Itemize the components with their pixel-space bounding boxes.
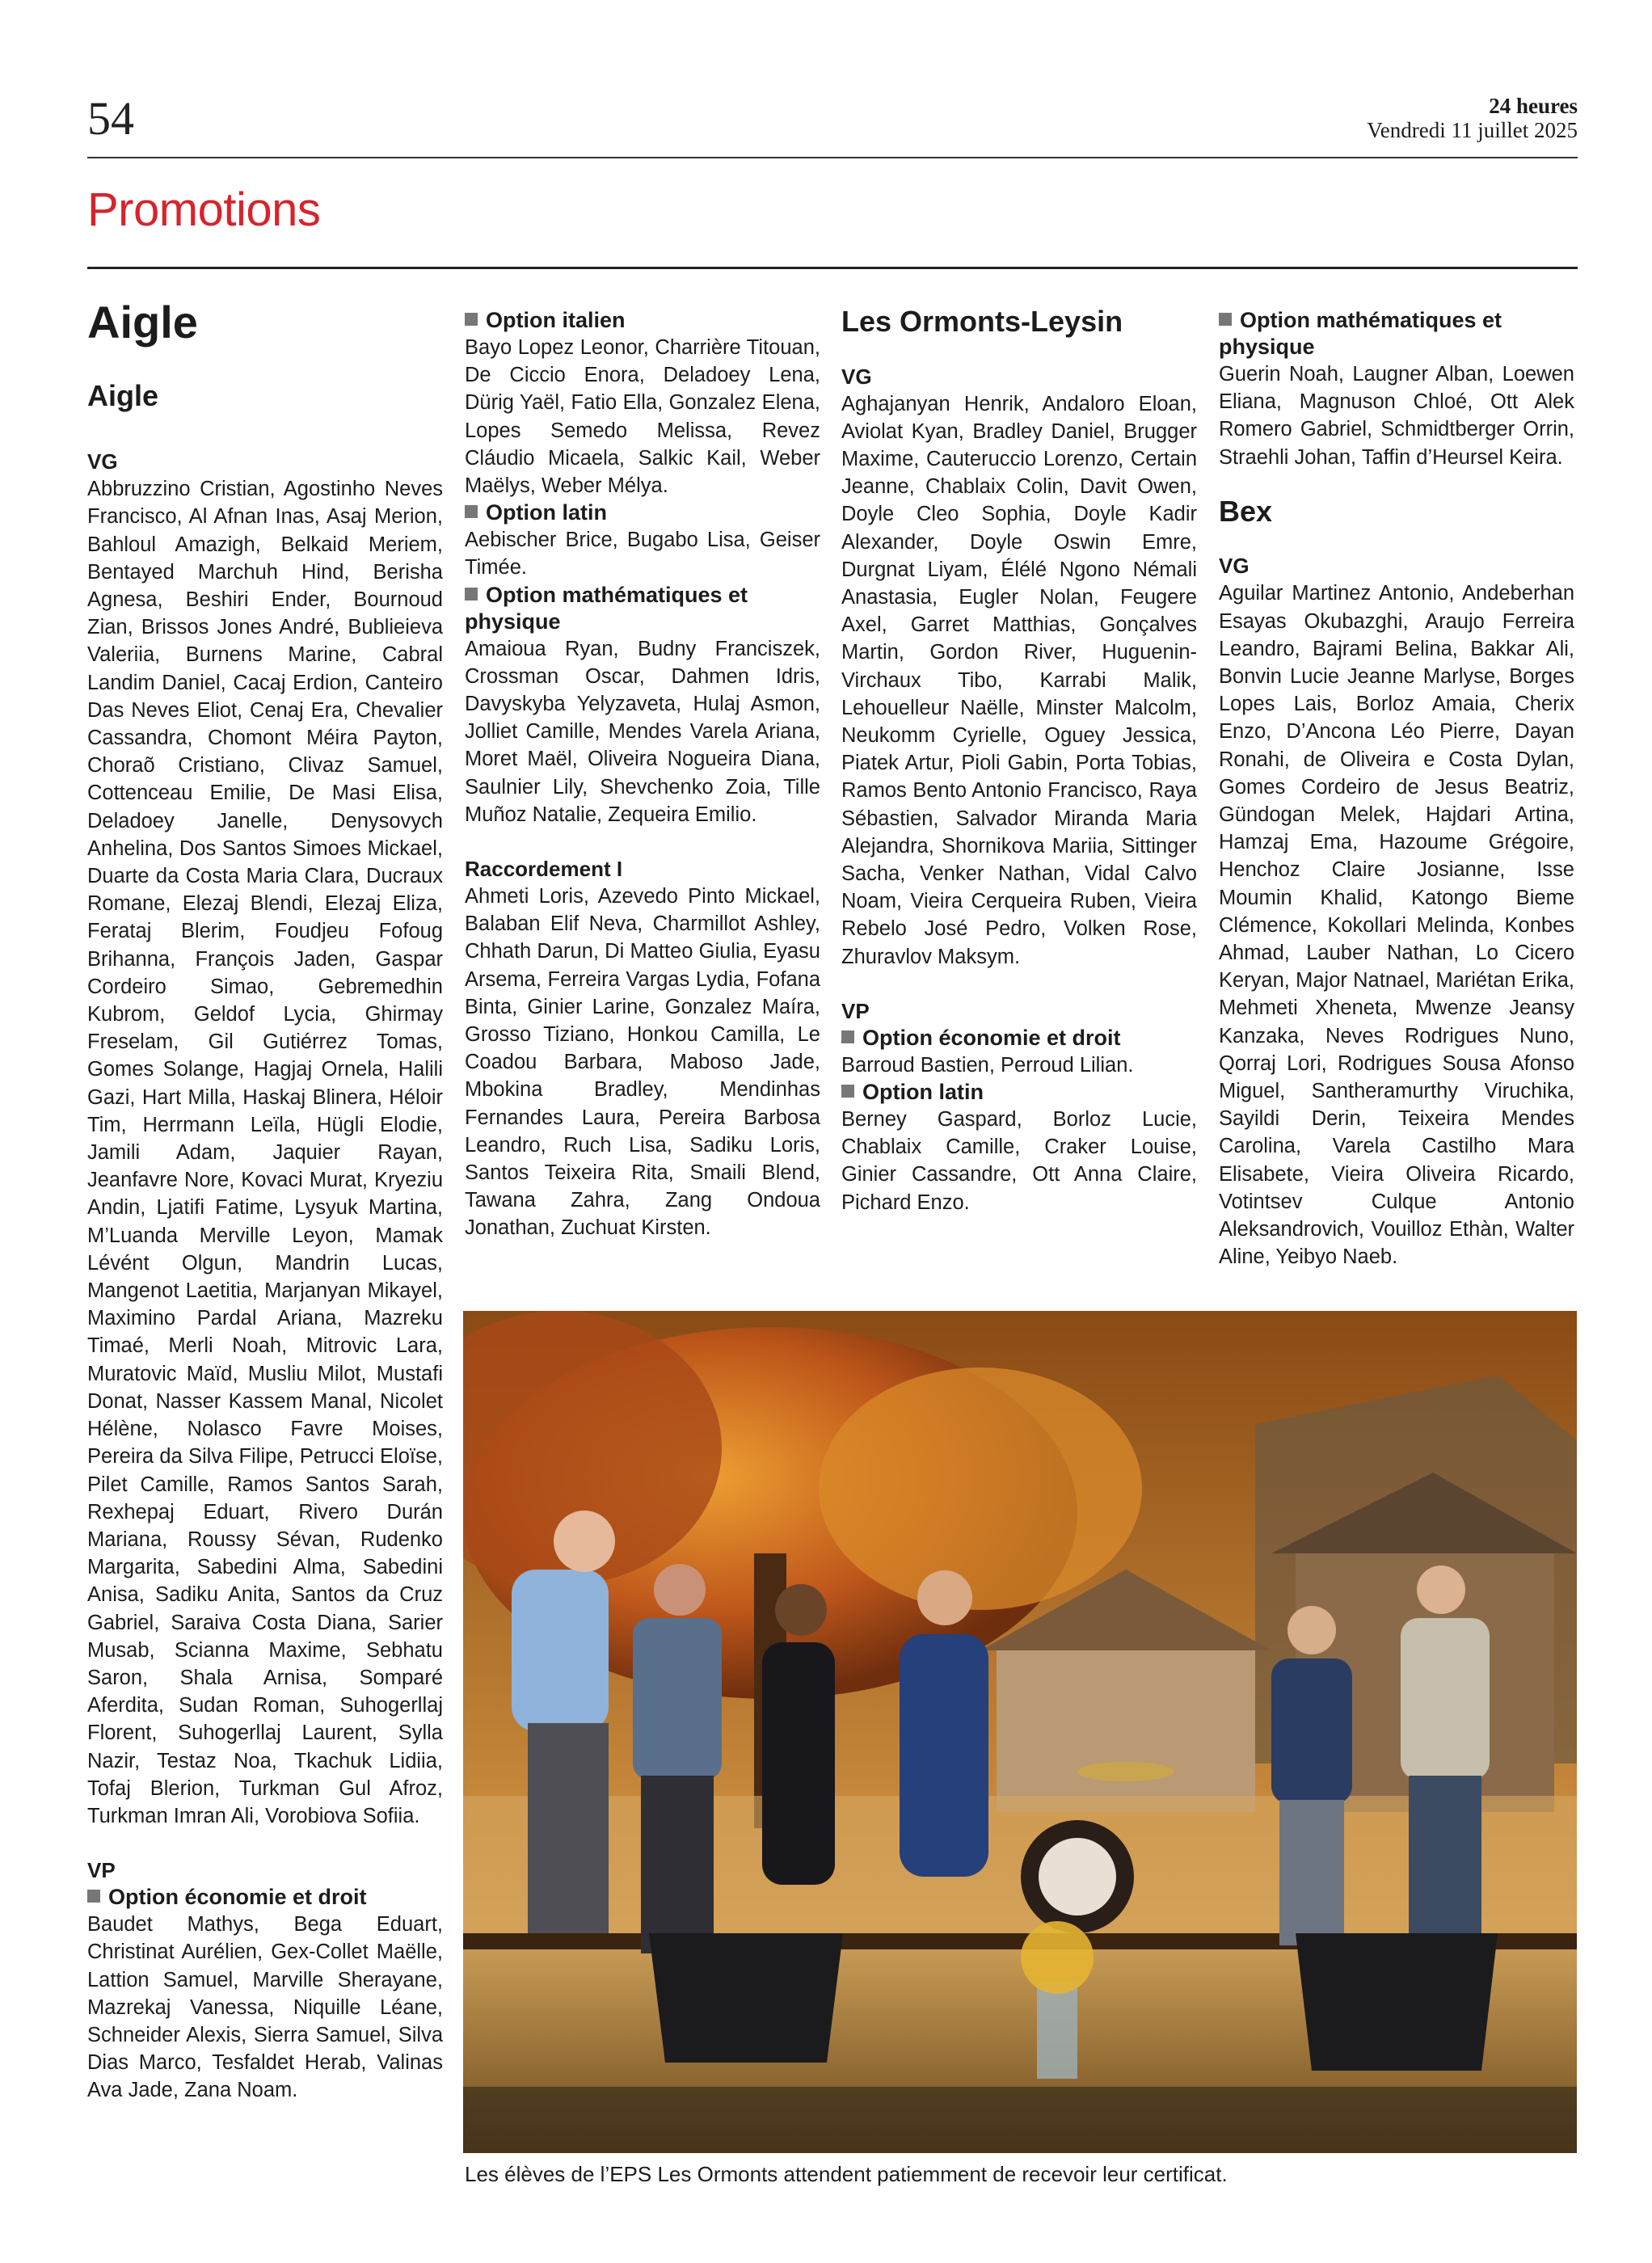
column-1 xyxy=(87,297,443,2105)
region-heading-aigle: Aigle xyxy=(87,297,198,348)
bullet-square-icon xyxy=(1219,313,1232,326)
column-4 xyxy=(1219,307,1574,1271)
bullet-square-icon xyxy=(465,588,478,601)
bullet-square-icon xyxy=(87,1890,100,1903)
bullet-square-icon xyxy=(465,313,478,326)
option-heading: Option italien xyxy=(465,307,820,334)
names-ormonts-vg: Aghajanyan Henrik, Andaloro Eloan, Aviolat Kyan, Bradley Daniel, Brugger Maxime, Cauteruccio Lorenzo, Certain Jeanne, Chablaix Colin, Davit Owen, Doyle Cleo Sophia, Doyle Kadir Alexander, Doyle Oswin Emre, Durgnat Liyam, Élélé Ngono Némali Anastasia, Eugler Nolan, Feugere Axel, Garret Matthias, Gonçalves Martin, Gordon River, Huguenin-Virchaux Tibo, Karrabi Malik, Lehouelleur Naëlle, Minster Malcolm, Neukomm Cyrielle, Oguey Jessica, Piatek Artur, Pioli Gabin, Porta Tobias, Ramos Bento Antonio Francisco, Raya Sébastien, Salvador Miranda Maria Alejandra, Shornikova Mariia, Sittinger Sacha, Venker Nathan, Vidal Calvo Noam, Vieira Cerqueira Ruben, Vieira Rebelo José Pedro, Volken Rose, Zhuravlov Maksym. xyxy=(841,392,1197,968)
town-heading-ormonts: Les Ormonts-Leysin xyxy=(841,305,1123,338)
option-heading: Option latin xyxy=(465,499,820,526)
names-bex-vg: Aguilar Martinez Antonio, Andeberhan Esayas Okubazghi, Araujo Ferreira Leandro, Bajrami Belina, Bakkar Ali, Bonvin Lucie Jeanne Marlyse, Borges Lopes Lais, Borloz Amaia, Cherix Enzo, D’Ancona Léo Pierre, Dayan Ronahi, de Oliveira e Costa Dylan, Gomes Cordeiro de Jesus Beatriz, Gündogan Melek, Hajdari Artina, Hamzaj Ema, Hazoume Grégoire, Henchoz Claire Josianne, Isse Moumin Khalid, Katongo Bieme Clémence, Kokollari Melinda, Konbes Ahmad, Lauber Nathan, Lo Cicero Keryan, Major Natnael, Mariétan Erika, Mehmeti Xheneta, Mwenze Jeansy Kanzaka, Neves Rodrigues Nuno, Qorraj Lori, Rodrigues Sousa Afonso Miguel, Santheramurthy Viruchika, Sayildi Derin, Teixeira Mendes Carolina, Varela Castilho Mara Elisabete, Vieira Oliveira Ricardo, Votintsev Culque Antonio Aleksandrovich, Vouilloz Ethàn, Walter Aline, Yeibyo Naeb. xyxy=(1219,582,1574,1269)
option-heading: Option économie et droit xyxy=(841,1025,1197,1051)
stage-scene-image xyxy=(463,1311,1577,2153)
section-rule xyxy=(87,267,1578,269)
category-raccordement: Raccordement I xyxy=(465,857,623,882)
names-aigle-latin: Aebischer Brice, Bugabo Lisa, Geiser Timée. xyxy=(465,529,820,579)
option-heading: Option économie et droit xyxy=(87,1884,443,1911)
category-vg: VG xyxy=(1219,554,1250,579)
column-2 xyxy=(465,307,820,1242)
category-vg: VG xyxy=(87,449,118,474)
town-heading-bex: Bex xyxy=(1219,494,1273,528)
column-3 xyxy=(841,306,1197,1216)
category-vg: VG xyxy=(841,364,872,389)
bullet-square-icon xyxy=(841,1085,854,1098)
issue-date: Vendredi 11 juillet 2025 xyxy=(1367,118,1578,143)
masthead xyxy=(1367,94,1578,142)
header-rule xyxy=(87,157,1578,158)
ceremony-photo xyxy=(463,1311,1577,2153)
newspaper-name: 24 heures xyxy=(1489,94,1578,118)
page-number: 54 xyxy=(87,92,134,145)
photo-caption: Les élèves de l’EPS Les Ormonts attendent patiemment de recevoir leur certificat. xyxy=(465,2162,1228,2186)
section-title: Promotions xyxy=(87,183,321,236)
option-heading: Option mathématiques et physique xyxy=(465,582,748,634)
option-heading: Option mathématiques et physique xyxy=(1219,308,1502,359)
names-ormonts-latin: Berney Gaspard, Borloz Lucie, Chablaix Camille, Craker Louise, Ginier Cassandre, Ott Anna Claire, Pichard Enzo. xyxy=(841,1108,1197,1214)
category-vp: VP xyxy=(841,998,870,1023)
town-heading-aigle: Aigle xyxy=(87,378,159,412)
names-ormonts-math: Guerin Noah, Laugner Alban, Loewen Eliana, Magnuson Chloé, Ott Alek Romero Gabriel, Schmidtberger Orrin, Straehli Johan, Taffin d’Heursel Keira. xyxy=(1219,363,1574,469)
category-vp: VP xyxy=(87,1858,116,1883)
names-aigle-vg: Abbruzzino Cristian, Agostinho Neves Francisco, Al Afnan Inas, Asaj Merion, Bahloul Amazigh, Belkaid Meriem, Bentayed Marchuh Hind, Berisha Agnesa, Beshiri Ender, Bournoud Zian, Brissos Jones André, Bublieieva Valeriia, Burnens Marine, Cabral Landim Daniel, Cacaj Erdion, Canteiro Das Neves Eliot, Cenaj Era, Chevalier Cassandra, Chomont Méira Payton, Choraõ Cristiano, Clivaz Samuel, Cottenceau Emilie, De Masi Elisa, Deladoey Janelle, Denysovych Anhelina, Dos Santos Simoes Mickael, Duarte da Costa Maria Clara, Ducraux Romane, Elezaj Blendi, Elezaj Eliza, Ferataj Blerim, Foudjeu Fofoug Brihanna, François Jaden, Gaspar Cordeiro Simao, Gebremedhin Kubrom, Geldof Lycia, Ghirmay Freselam, Gil Gutiérrez Tomas, Gomes Solange, Hagjaj Ornela, Halili Gazi, Hart Milla, Haskaj Blinera, Héloir Tim, Herrmann Leïla, Hügli Elodie, Jamili Adam, Jaquier Rayan, Jeanfavre Nore, Kovaci Murat, Kryeziu Andin, Ljatifi Fatime, Lysyuk Martina, M’Luanda Merville Leyon, Mamak Lévént Olgun, Mandrin Lucas, Mangenot Laetitia, Marjanyan Mikayel, Maximino Pardal Ariana, Mazreku Timaé, Merli Noah, Mitrovic Lara, Muratovic Maïd, Musliu Milot, Mustafi Donat, Nasser Kassem Manal, Nicolet Hélène, Nolasco Favre Moises, Pereira da Silva Filipe, Petrucci Eloïse, Pilet Camille, Ramos Santos Sarah, Rexhepaj Eduart, Rivero Durán Mariana, Roussy Sévan, Rudenko Margarita, Sabedini Alma, Sabedini Anisa, Sadiku Anita, Santos da Cruz Gabriel, Saraiva Costa Diana, Sarier Musab, Scianna Maxime, Sebhatu Saron, Shala Arnisa, Somparé Aferdita, Sudan Roman, Suhogerllaj Florent, Suhogerllaj Laurent, Sylla Nazir, Testaz Noa, Tkachuk Lidiia, Tofaj Blerion, Turkman Gul Afroz, Turkman Imran Ali, Vorobiova Sofiia. xyxy=(87,478,443,1827)
names-aigle-vp-eco: Baudet Mathys, Bega Eduart, Christinat Aurélien, Gex-Collet Maëlle, Lattion Samuel, Marville Sherayane, Mazrekaj Vanessa, Niquille Léane, Schneider Alexis, Sierra Samuel, Silva Dias Marco, Tesfaldet Herab, Valinas Ava Jade, Zana Noam. xyxy=(87,1913,443,2102)
option-heading: Option latin xyxy=(841,1079,1197,1106)
bullet-square-icon xyxy=(465,505,478,518)
names-aigle-math: Amaioua Ryan, Budny Franciszek, Crossman Oscar, Dahmen Idris, Davyskyba Yelyzaveta, Hulaj Asmon, Jolliet Camille, Mendes Varela Ariana, Moret Maël, Oliveira Nogueira Diana, Saulnier Lily, Shevchenko Zoia, Tille Muñoz Natalie, Zequeira Emilio. xyxy=(465,637,820,826)
names-ormonts-eco: Barroud Bastien, Perroud Lilian. xyxy=(841,1053,1134,1077)
names-aigle-italien: Bayo Lopez Leonor, Charrière Titouan, De Ciccio Enora, Deladoey Lena, Dürig Yaël, Fatio Ella, Gonzalez Elena, Lopes Semedo Melissa, Revez Cláudio Micaela, Salkic Kail, Weber Maëlys, Weber Mélya. xyxy=(465,336,820,498)
names-aigle-raccordement: Ahmeti Loris, Azevedo Pinto Mickael, Balaban Elif Neva, Charmillot Ashley, Chhath Darun, Di Matteo Giulia, Eyasu Arsema, Ferreira Vargas Lydia, Fofana Binta, Ginier Larine, Gonzalez Maíra, Grosso Tiziano, Honkou Camilla, Le Coadou Barbara, Maboso Jade, Mbokina Bradley, Mendinhas Fernandes Laura, Pereira Barbosa Leandro, Ruch Lisa, Sadiku Loris, Santos Teixeira Rita, Smaili Blend, Tawana Zahra, Zang Ondoua Jonathan, Zuchuat Kirsten. xyxy=(465,885,820,1240)
bullet-square-icon xyxy=(841,1030,854,1043)
